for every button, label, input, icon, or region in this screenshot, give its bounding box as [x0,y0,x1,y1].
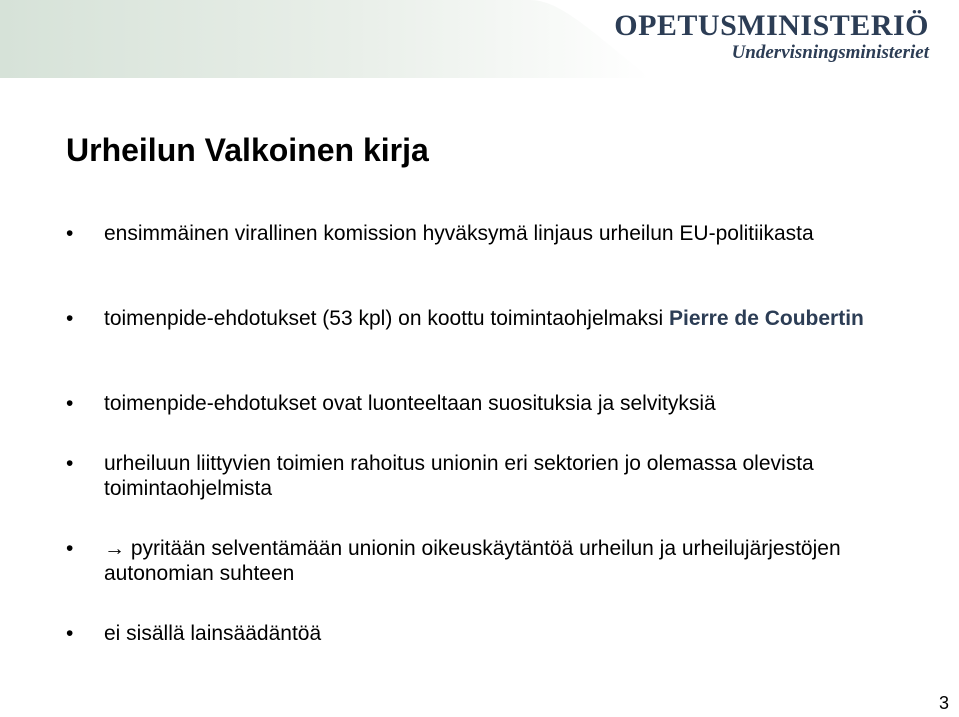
bullet-item [66,452,886,501]
programme-name: Pierre de Coubertin [668,307,864,330]
ministry-logo [614,10,929,64]
bullet-item [66,307,886,332]
bullet-marker: • [66,307,74,330]
bullet-item [66,222,886,247]
bullet-item [66,392,886,417]
bullet-marker: • [66,222,74,245]
bullet-item [66,622,886,647]
bullet-text [104,307,886,332]
page-number: 3 [938,693,949,713]
slide-title: Urheilun Valkoinen kirja [66,132,429,168]
bullet-text: → pyritään selventämään unionin oikeuskäytäntöä urheilun ja urheilujärjestöjen autonomian suhteen [104,537,841,585]
bullet-marker: • [66,537,74,560]
logo-subtitle: Undervisningsministeriet [731,42,929,63]
bullet-text: toimenpide-ehdotukset ovat luonteeltaan suosituksia ja selvityksiä [104,392,716,415]
bullet-marker: • [66,452,74,475]
bullet-text: ensimmäinen virallinen komission hyväksymä linjaus urheilun EU-politiikasta [104,222,814,245]
bullet-marker: • [66,622,74,645]
bullet-text-plain: toimenpide-ehdotukset (53 kpl) on koottu toimintaohjelmaksi [104,307,669,330]
bullet-marker: • [66,392,74,415]
bullet-text: ei sisällä lainsäädäntöä [104,622,322,645]
bullet-item [66,537,886,586]
logo-title: OPETUSMINISTERIÖ [614,9,929,42]
bullet-text: urheiluun liittyvien toimien rahoitus unionin eri sektorien jo olemassa olevista toimintaohjelmista [104,452,814,500]
